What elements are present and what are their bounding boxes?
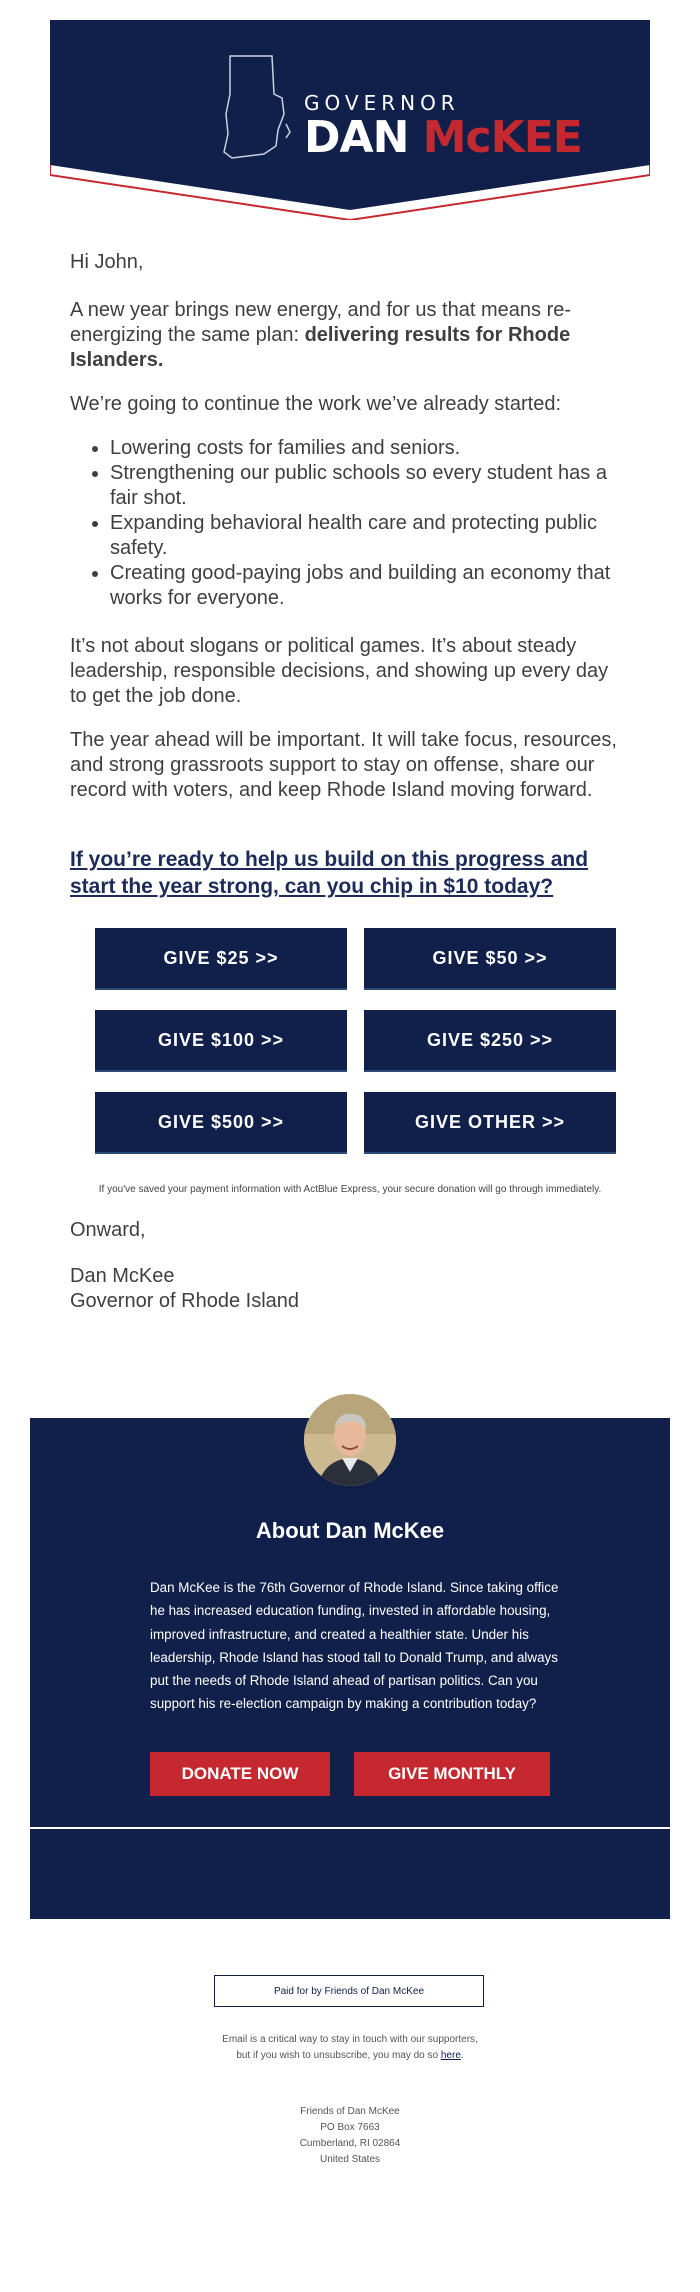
list-item: • Expanding behavioral health care and protecting public safety. [110, 511, 630, 561]
list-item: • Strengthening our public schools so every student has a fair shot. [110, 461, 630, 511]
paragraph-2: We’re going to continue the work we’ve already started: [70, 393, 562, 415]
signer-title: Governor of Rhode Island [70, 1290, 300, 1312]
closing: Onward, [70, 1219, 146, 1241]
logo-name [304, 112, 582, 163]
list-item: • Creating good-paying jobs and building an economy that works for everyone. [110, 561, 630, 611]
give-other-button[interactable]: GIVE OTHER >> [364, 1092, 616, 1152]
unsubscribe-link[interactable]: here [440, 2050, 461, 2061]
give-monthly-button[interactable]: GIVE MONTHLY [354, 1752, 550, 1796]
rhode-island-outline-icon [220, 54, 300, 164]
address-line: Friends of Dan McKee [300, 2106, 400, 2117]
about-section-bottom [30, 1829, 670, 1919]
give-25-button[interactable]: GIVE $25 >> [95, 928, 347, 988]
period: . [460, 2050, 464, 2061]
give-100-button[interactable]: GIVE $100 >> [95, 1010, 347, 1070]
avatar [304, 1394, 396, 1486]
logo-last-name: McKEE [422, 112, 582, 163]
portrait-image [304, 1394, 396, 1486]
email-text: Email is a critical way to stay in touch with our supporters, but if you wish to unsubscribe, you may do so [222, 2034, 478, 2061]
donation-ask-link[interactable]: If you’re ready to help us build on this progress and start the year strong, can you chip in $10 today? [70, 848, 589, 898]
address-line: PO Box 7663 [320, 2122, 380, 2133]
about-text: Dan McKee is the 76th Governor of Rhode Island. Since taking office he has increased education funding, invested in affordable housing, improved infrastructure, and created a healthier state. Under his leadership, Rhode Island has stood tall to Donald Trump, and always put the needs of Rhode Island ahead of partisan politics. Can you support his re-election campaign by making a contribution today? [150, 1580, 559, 1712]
address-line: United States [319, 2154, 381, 2165]
mailing-address [220, 2104, 480, 2168]
signer-name: Dan McKee [70, 1265, 175, 1287]
paragraph-1-text: A new year brings new energy, and for us that means re-energizing the same plan: [70, 299, 572, 346]
logo-first-name: DAN [304, 112, 409, 163]
give-250-button[interactable]: GIVE $250 >> [364, 1010, 616, 1070]
paragraph-4: The year ahead will be important. It will take focus, resources, and strong grassroots support to stay on offense, share our record with voters, and keep Rhode Island moving forward. [70, 729, 617, 801]
paragraph-1-bold: delivering results for Rhode Islanders. [70, 324, 571, 371]
paragraph-3: It’s not about slogans or political games. It’s about steady leadership, responsible decisions, and showing up every day to get the job done. [70, 635, 609, 707]
actblue-note: If you've saved your payment information with ActBlue Express, your secure donation will go through immediately. [98, 1184, 602, 1195]
address-line: Cumberland, RI 02864 [299, 2138, 401, 2149]
unsubscribe-text [220, 2032, 480, 2064]
list-item: • Lowering costs for families and seniors. [110, 436, 630, 461]
logo-governor-text: GOVERNOR [304, 91, 460, 115]
priorities-list [70, 436, 630, 611]
header-banner [50, 20, 650, 220]
give-50-button[interactable]: GIVE $50 >> [364, 928, 616, 988]
donate-now-button[interactable]: DONATE NOW [150, 1752, 330, 1796]
give-500-button[interactable]: GIVE $500 >> [95, 1092, 347, 1152]
paragraph-1 [70, 298, 630, 373]
logo [220, 54, 582, 164]
paid-for-box: Paid for by Friends of Dan McKee [214, 1975, 484, 2007]
greeting: Hi John, [70, 251, 144, 273]
about-title: About Dan McKee [255, 1518, 445, 1543]
